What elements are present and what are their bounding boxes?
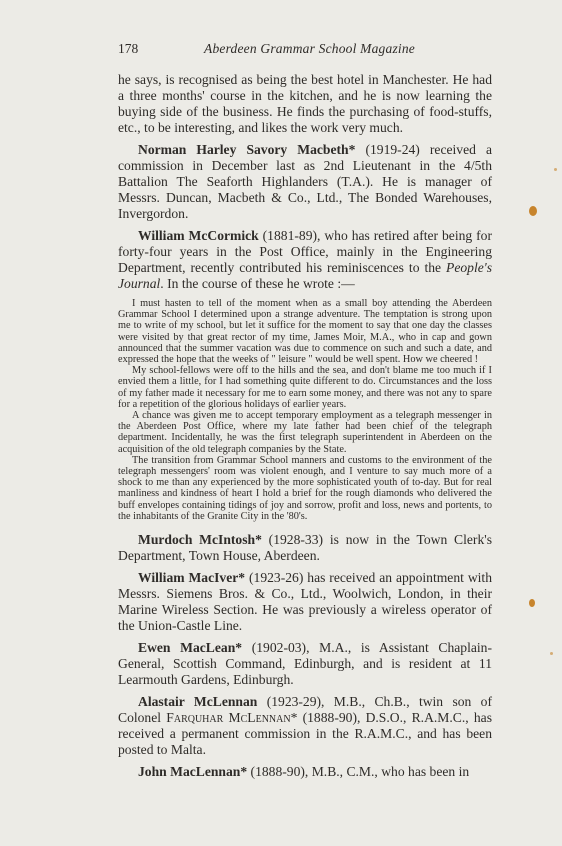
journal-title: People's Journal <box>118 260 492 291</box>
entry-name: Alastair McLennan <box>138 694 258 710</box>
page-body <box>118 72 492 786</box>
entry-maciver: William MacIver* (1923-26) has received an appointment with Messrs. Siemens Bros. & Co., Ltd., Woolwich, London, in their Marine Wireless Section. He was previously a wireless operator of the Union-Castle Line. <box>118 570 492 634</box>
page-number: 178 <box>118 41 139 56</box>
page-header <box>118 41 492 59</box>
intro-paragraph: he says, is recognised as being the best hotel in Manchester. He had a three months' course in the kitchen, and he is now learning the buying side of the business. He finds the purchasing of food-stuffs, etc., to be interesting, and likes the work very much. <box>118 72 492 135</box>
father-name: Farquhar McLennan <box>166 710 291 726</box>
running-title: Aberdeen Grammar School Magazine <box>204 41 415 56</box>
reminiscence-quote <box>118 298 492 522</box>
paper-spot <box>529 206 537 216</box>
quote-paragraph: A chance was given me to accept temporary employment as a telegraph messenger in the Aberdeen Post Office, where my late father had been chief of the telegraph department. Incidentally, he was the first telegraph superintendent in Aberdeen on the acquisition of the old telegraph companies by the State. <box>118 410 492 455</box>
quote-paragraph: I must hasten to tell of the moment when as a small boy attending the Aberdeen Grammar School I determined upon a strange adventure. The temptation is strong upon me to write of my school, but let it suffice for the moment to say that one day the classes were visited by that great rector of my time, James Moir, M.A., who in cap and gown announced that the summer vacation was due to commence on such and such a date, and expressed the hope that the weeks of " leisure " would be well spent. How we cheered ! <box>118 298 492 366</box>
entry-mcintosh: Murdoch McIntosh* (1928-33) is now in the Town Clerk's Department, Town House, Aberdeen. <box>118 532 492 564</box>
entry-maclean: Ewen MacLean* (1902-03), M.A., is Assistant Chaplain-General, Scottish Command, Edinburgh, and is resident at 11 Learmouth Gardens, Edinburgh. <box>118 640 492 688</box>
quote-paragraph: My school-fellows were off to the hills and the sea, and don't blame me too much if I envied them a little, for I had something quite different to do. Circumstances and the loss of my father made it necessary for me to earn some money, and there was not any to spare for a repetition of the glorious holidays of earlier years. <box>118 365 492 410</box>
entry-macbeth: Norman Harley Savory Macbeth* (1919-24) received a commission in December last as 2nd Lieutenant in the 4/5th Battalion The Seaforth Highlanders (T.A.). He is manager of Messrs. Duncan, Macbeth & Co., Ltd., The Bonded Warehouses, Invergordon. <box>118 142 492 221</box>
entry-name: William MacIver* <box>138 570 246 586</box>
entry-name: John MacLennan* <box>138 764 248 780</box>
entry-john-maclennan: John MacLennan* (1888-90), M.B., C.M., who has been in <box>138 764 470 780</box>
entry-name: William McCormick <box>138 228 259 243</box>
paper-spot <box>550 652 553 655</box>
entry-name: Murdoch McIntosh* <box>138 532 262 548</box>
entry-mccormick: William McCormick (1881-89), who has retired after being for forty-four years in the Post Office, mainly in the Engineering Department, recently contributed his reminiscences to the People's Journal. In the course of these he wrote :— <box>118 228 492 291</box>
entry-alastair-mclennan: Alastair McLennan (1923-29), M.B., Ch.B., twin son of Colonel Farquhar McLennan* (1888-90), D.S.O., R.A.M.C., has received a permanent commission in the R.A.M.C., and has been posted to Malta. <box>118 694 492 758</box>
quote-paragraph: The transition from Grammar School manners and customs to the environment of the telegraph messengers' room was violent enough, and I venture to say much more of a shock to me than any experienced by the more sophisticated youth of to-day. But for real manliness and kindness of heart I hold a brief for the rough diamonds who delivered the buff envelopes containing tidings of joy and sorrow, profit and loss, news and portents, to the inhabitants of the Granite City in the '80's. <box>118 454 492 522</box>
paper-spot <box>529 599 535 607</box>
entry-name: Norman Harley Savory Macbeth* <box>138 142 356 157</box>
entry-name: Ewen MacLean* <box>138 640 243 656</box>
paper-spot <box>554 168 557 171</box>
